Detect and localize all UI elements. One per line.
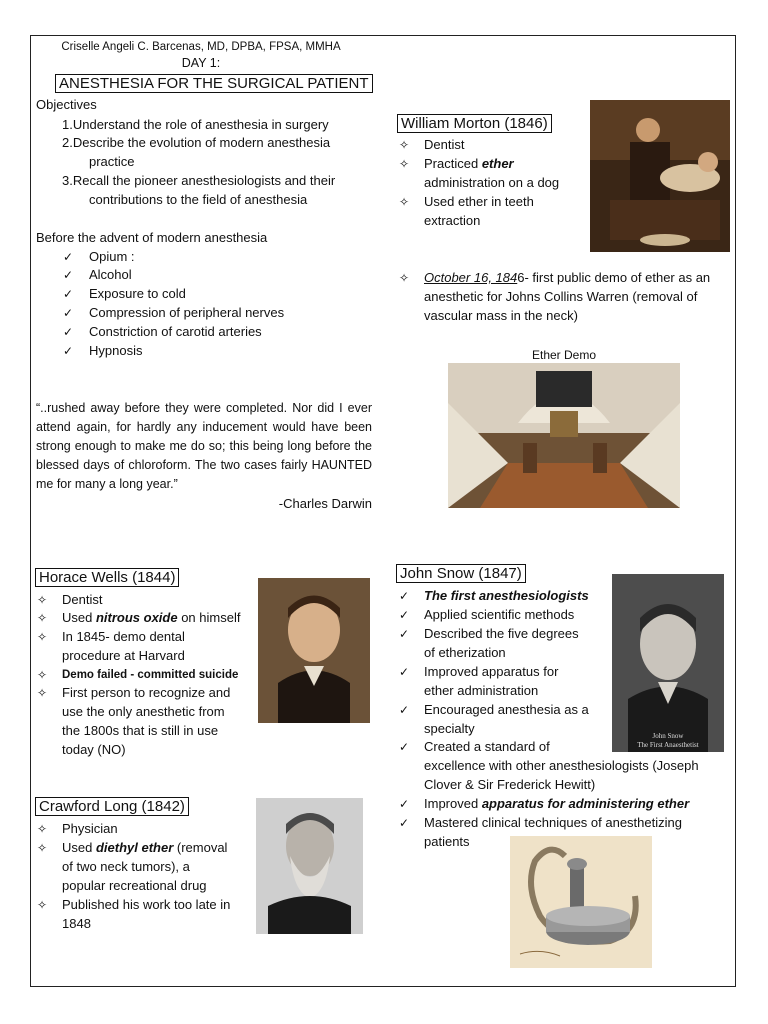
long-item: Physician <box>62 821 118 836</box>
before-item: Opium : <box>89 249 135 264</box>
morton-item-cont: extraction <box>424 213 481 228</box>
snow-portrait-caption: John Snow <box>652 732 684 740</box>
author-line: Criselle Angeli C. Barcenas, MD, DPBA, FPSA, MMHA <box>61 41 341 53</box>
wells-item: Dentist <box>62 592 103 607</box>
snow-item: Described the five degrees <box>424 626 579 641</box>
check-icon: ✓ <box>398 608 410 622</box>
diamond-icon: ✧ <box>398 157 410 171</box>
snow-item: Encouraged anesthesia as a <box>424 702 589 717</box>
snow-item: Mastered clinical techniques of anesthetizing <box>424 815 682 830</box>
wells-portrait <box>258 578 370 723</box>
diamond-icon: ✧ <box>36 668 48 682</box>
diamond-icon: ✧ <box>36 686 48 700</box>
check-icon: ✓ <box>398 816 410 830</box>
before-item: Constriction of carotid arteries <box>89 324 262 339</box>
snow-item-cont: patients <box>424 834 470 849</box>
check-icon: ✓ <box>398 627 410 641</box>
diamond-icon: ✧ <box>398 195 410 209</box>
long-item-cont: of two neck tumors), a <box>62 859 190 874</box>
morton-item-cont: administration on a dog <box>424 175 560 190</box>
morton-item: Practiced ether <box>424 156 514 171</box>
long-item: Used diethyl ether (removal <box>62 840 228 855</box>
objective-2-cont: practice <box>89 154 135 169</box>
snow-item: Applied scientific methods <box>424 607 575 622</box>
diamond-icon: ✧ <box>36 898 48 912</box>
wells-item: First person to recognize and <box>62 685 231 700</box>
diamond-icon: ✧ <box>36 593 48 607</box>
long-heading <box>35 797 189 816</box>
morton-item: Used ether in teeth <box>424 194 534 209</box>
wells-heading <box>35 568 179 587</box>
objective-3-cont: contributions to the field of anesthesia <box>89 192 308 207</box>
demo-item-cont: vascular mass in the neck) <box>424 308 578 323</box>
check-icon: ✓ <box>398 589 410 603</box>
day-label: DAY 1: <box>181 56 221 70</box>
ether-demo-photo <box>448 363 680 508</box>
demo-item-cont: anesthetic for Johns Collins Warren (removal of <box>424 289 698 304</box>
darwin-quote: “..rushed away before they were completed. Nor did I ever attend again, for hardly any inducement would have been strong enough to make me do so; this being long before the blessed days of chloroform. The two cases fairly HAUNTED me for many a long year.” <box>36 401 372 491</box>
snow-heading-text: John Snow (1847) <box>396 564 526 583</box>
check-icon: ✓ <box>398 665 410 679</box>
diamond-icon: ✧ <box>36 611 48 625</box>
diamond-icon: ✧ <box>36 841 48 855</box>
before-item: Alcohol <box>89 267 132 282</box>
wells-item-cont: use the only anesthetic from <box>62 704 225 719</box>
diamond-icon: ✧ <box>36 630 48 644</box>
diamond-icon: ✧ <box>398 271 410 285</box>
snow-item-cont: ether administration <box>424 683 539 698</box>
morton-item: Dentist <box>424 137 465 152</box>
morton-heading <box>397 114 552 133</box>
check-icon: ✓ <box>62 344 74 358</box>
page-title <box>55 74 373 93</box>
morton-heading-text: William Morton (1846) <box>397 114 552 133</box>
wells-item: Demo failed - committed suicide <box>62 669 239 681</box>
check-icon: ✓ <box>62 250 74 264</box>
page-title-text: ANESTHESIA FOR THE SURGICAL PATIENT <box>55 74 373 93</box>
check-icon: ✓ <box>398 797 410 811</box>
objective-3: 3.Recall the pioneer anesthesiologists and their <box>62 173 336 188</box>
snow-item-cont: Clover & Sir Frederick Hewitt) <box>424 777 596 792</box>
ether-apparatus-image <box>510 836 652 968</box>
long-item-cont: popular recreational drug <box>62 878 207 893</box>
demo-item: October 16, 1846- first public demo of ether as an <box>424 270 711 285</box>
snow-portrait-subcaption: The First Anaesthetist <box>637 741 699 749</box>
snow-item-cont: excellence with other anesthesiologists (Joseph <box>424 758 699 773</box>
wells-item: In 1845- demo dental <box>62 629 185 644</box>
objectives-heading: Objectives <box>36 97 97 112</box>
long-item-cont: 1848 <box>62 916 91 931</box>
check-icon: ✓ <box>398 703 410 717</box>
check-icon: ✓ <box>398 740 410 754</box>
before-item: Compression of peripheral nerves <box>89 305 285 320</box>
wells-item-cont: the 1800s that is still in use <box>62 723 219 738</box>
check-icon: ✓ <box>62 268 74 282</box>
before-heading: Before the advent of modern anesthesia <box>36 230 268 245</box>
snow-item: Improved apparatus for administering ether <box>424 796 690 811</box>
snow-portrait <box>612 574 724 752</box>
snow-item: Created a standard of <box>424 739 550 754</box>
snow-item: Improved apparatus for <box>424 664 559 679</box>
diamond-icon: ✧ <box>398 138 410 152</box>
ether-demo-caption: Ether Demo <box>531 348 597 362</box>
objective-2: 2.Describe the evolution of modern anesthesia <box>62 135 331 150</box>
diamond-icon: ✧ <box>36 822 48 836</box>
snow-item: The first anesthesiologists <box>424 588 589 603</box>
check-icon: ✓ <box>62 306 74 320</box>
snow-heading <box>396 564 526 583</box>
before-item: Exposure to cold <box>89 286 186 301</box>
wells-item: Used nitrous oxide on himself <box>62 610 241 625</box>
check-icon: ✓ <box>62 325 74 339</box>
before-item: Hypnosis <box>89 343 143 358</box>
long-portrait <box>256 798 363 934</box>
morton-painting <box>590 100 730 252</box>
long-item: Published his work too late in <box>62 897 231 912</box>
wells-item-cont: procedure at Harvard <box>62 648 185 663</box>
objective-1: 1.Understand the role of anesthesia in surgery <box>62 117 329 132</box>
check-icon: ✓ <box>62 287 74 301</box>
quote-attribution: -Charles Darwin <box>278 496 372 511</box>
snow-item-cont: of etherization <box>424 645 506 660</box>
wells-heading-text: Horace Wells (1844) <box>35 568 179 587</box>
wells-item-cont: today (NO) <box>62 742 126 757</box>
long-heading-text: Crawford Long (1842) <box>35 797 189 816</box>
snow-item-cont: specialty <box>424 721 475 736</box>
